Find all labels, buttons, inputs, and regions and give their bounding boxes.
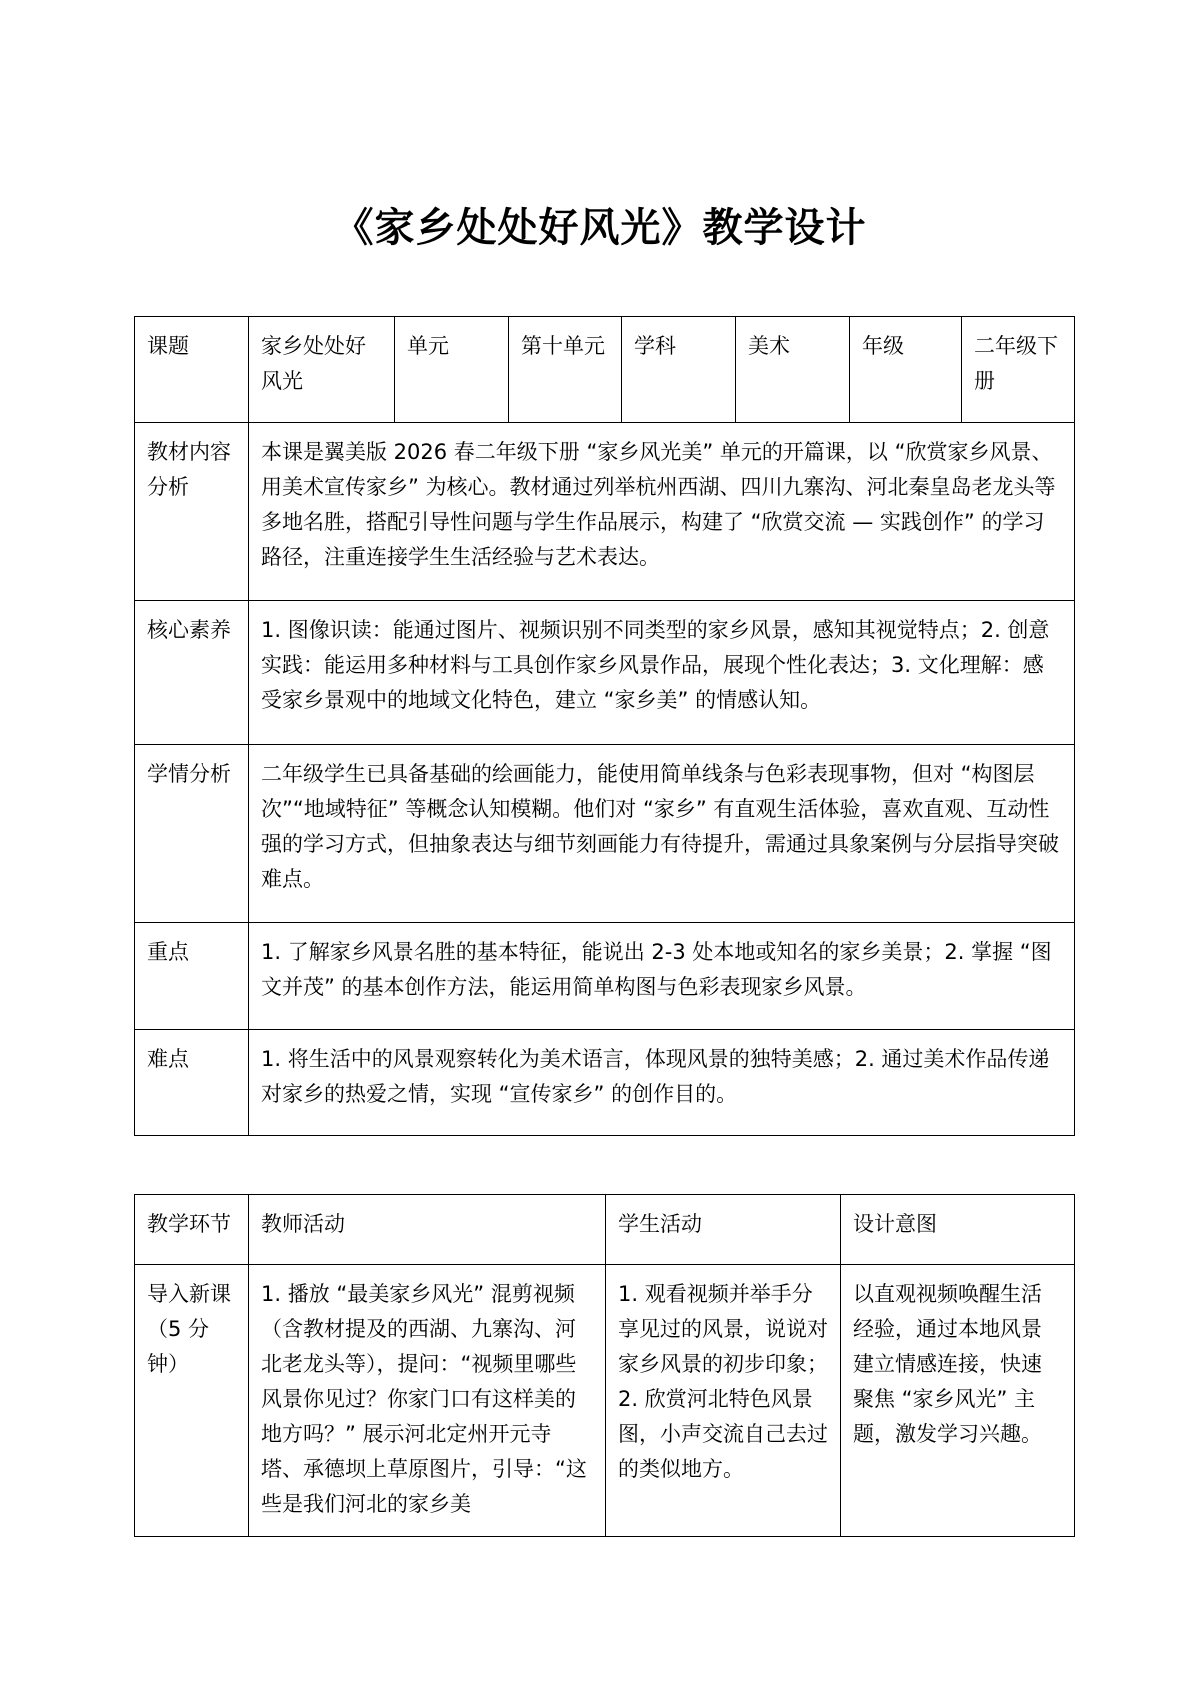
- row-content: 二年级学生已具备基础的绘画能力，能使用简单线条与色彩表现事物，但对 “构图层次”“地域特征” 等概念认知模糊。他们对 “家乡” 有直观生活体验，喜欢直观、互动性强的学习方式，但抽象表达与细节刻画能力有待提升，需通过具象案例与分层指导突破难点。: [249, 745, 1075, 923]
- info-row-competency: [135, 601, 1075, 745]
- design-intent-cell: 以直观视频唤醒生活经验，通过本地风景建立情感连接，快速聚焦 “家乡风光” 主题，激发学习兴趣。: [841, 1265, 1075, 1537]
- row-label: 核心素养: [135, 601, 249, 745]
- subject-value: 美术: [736, 317, 850, 423]
- topic-value: 家乡处处好风光: [249, 317, 395, 423]
- info-row-key-points: [135, 923, 1075, 1030]
- info-row-learners: [135, 745, 1075, 923]
- header-intent: 设计意图: [841, 1195, 1075, 1265]
- row-content: 本课是翼美版 2026 春二年级下册 “家乡风光美” 单元的开篇课，以 “欣赏家乡风景、用美术宣传家乡” 为核心。教材通过列举杭州西湖、四川九寨沟、河北秦皇岛老龙头等多地名胜，搭配引导性问题与学生作品展示，构建了 “欣赏交流 — 实践创作” 的学习路径，注重连接学生生活经验与艺术表达。: [249, 423, 1075, 601]
- header-teacher: 教师活动: [249, 1195, 606, 1265]
- stage-cell: 导入新课（5 分钟）: [135, 1265, 249, 1537]
- info-header-row: [135, 317, 1075, 423]
- unit-value: 第十单元: [509, 317, 622, 423]
- header-stage: 教学环节: [135, 1195, 249, 1265]
- grade-label: 年级: [850, 317, 962, 423]
- header-student: 学生活动: [606, 1195, 841, 1265]
- teaching-process-table: [134, 1194, 1075, 1537]
- process-row-intro: [135, 1265, 1075, 1537]
- row-content: 1. 图像识读：能通过图片、视频识别不同类型的家乡风景，感知其视觉特点；2. 创意实践：能运用多种材料与工具创作家乡风景作品，展现个性化表达；3. 文化理解：感受家乡景观中的地域文化特色，建立 “家乡美” 的情感认知。: [249, 601, 1075, 745]
- info-row-difficulties: [135, 1030, 1075, 1136]
- process-header-row: [135, 1195, 1075, 1265]
- row-label: 教材内容分析: [135, 423, 249, 601]
- document-title: 《家乡处处好风光》教学设计: [333, 205, 867, 251]
- subject-label: 学科: [622, 317, 736, 423]
- student-activity-cell: 1. 观看视频并举手分享见过的风景，说说对家乡风景的初步印象；2. 欣赏河北特色风景图，小声交流自己去过的类似地方。: [606, 1265, 841, 1537]
- lesson-info-table: [134, 316, 1075, 1136]
- teacher-activity-cell: 1. 播放 “最美家乡风光” 混剪视频（含教材提及的西湖、九寨沟、河北老龙头等），提问：“视频里哪些风景你见过？你家门口有这样美的地方吗？” 展示河北定州开元寺塔、承德坝上草原图片，引导：“这些是我们河北的家乡美: [249, 1265, 606, 1537]
- row-content: 1. 了解家乡风景名胜的基本特征，能说出 2-3 处本地或知名的家乡美景；2. 掌握 “图文并茂” 的基本创作方法，能运用简单构图与色彩表现家乡风景。: [249, 923, 1075, 1030]
- unit-label: 单元: [395, 317, 509, 423]
- topic-label: 课题: [135, 317, 249, 423]
- row-label: 重点: [135, 923, 249, 1030]
- info-row-material: [135, 423, 1075, 601]
- row-label: 难点: [135, 1030, 249, 1136]
- grade-value: 二年级下册: [962, 317, 1075, 423]
- row-label: 学情分析: [135, 745, 249, 923]
- row-content: 1. 将生活中的风景观察转化为美术语言，体现风景的独特美感；2. 通过美术作品传递对家乡的热爱之情，实现 “宣传家乡” 的创作目的。: [249, 1030, 1075, 1136]
